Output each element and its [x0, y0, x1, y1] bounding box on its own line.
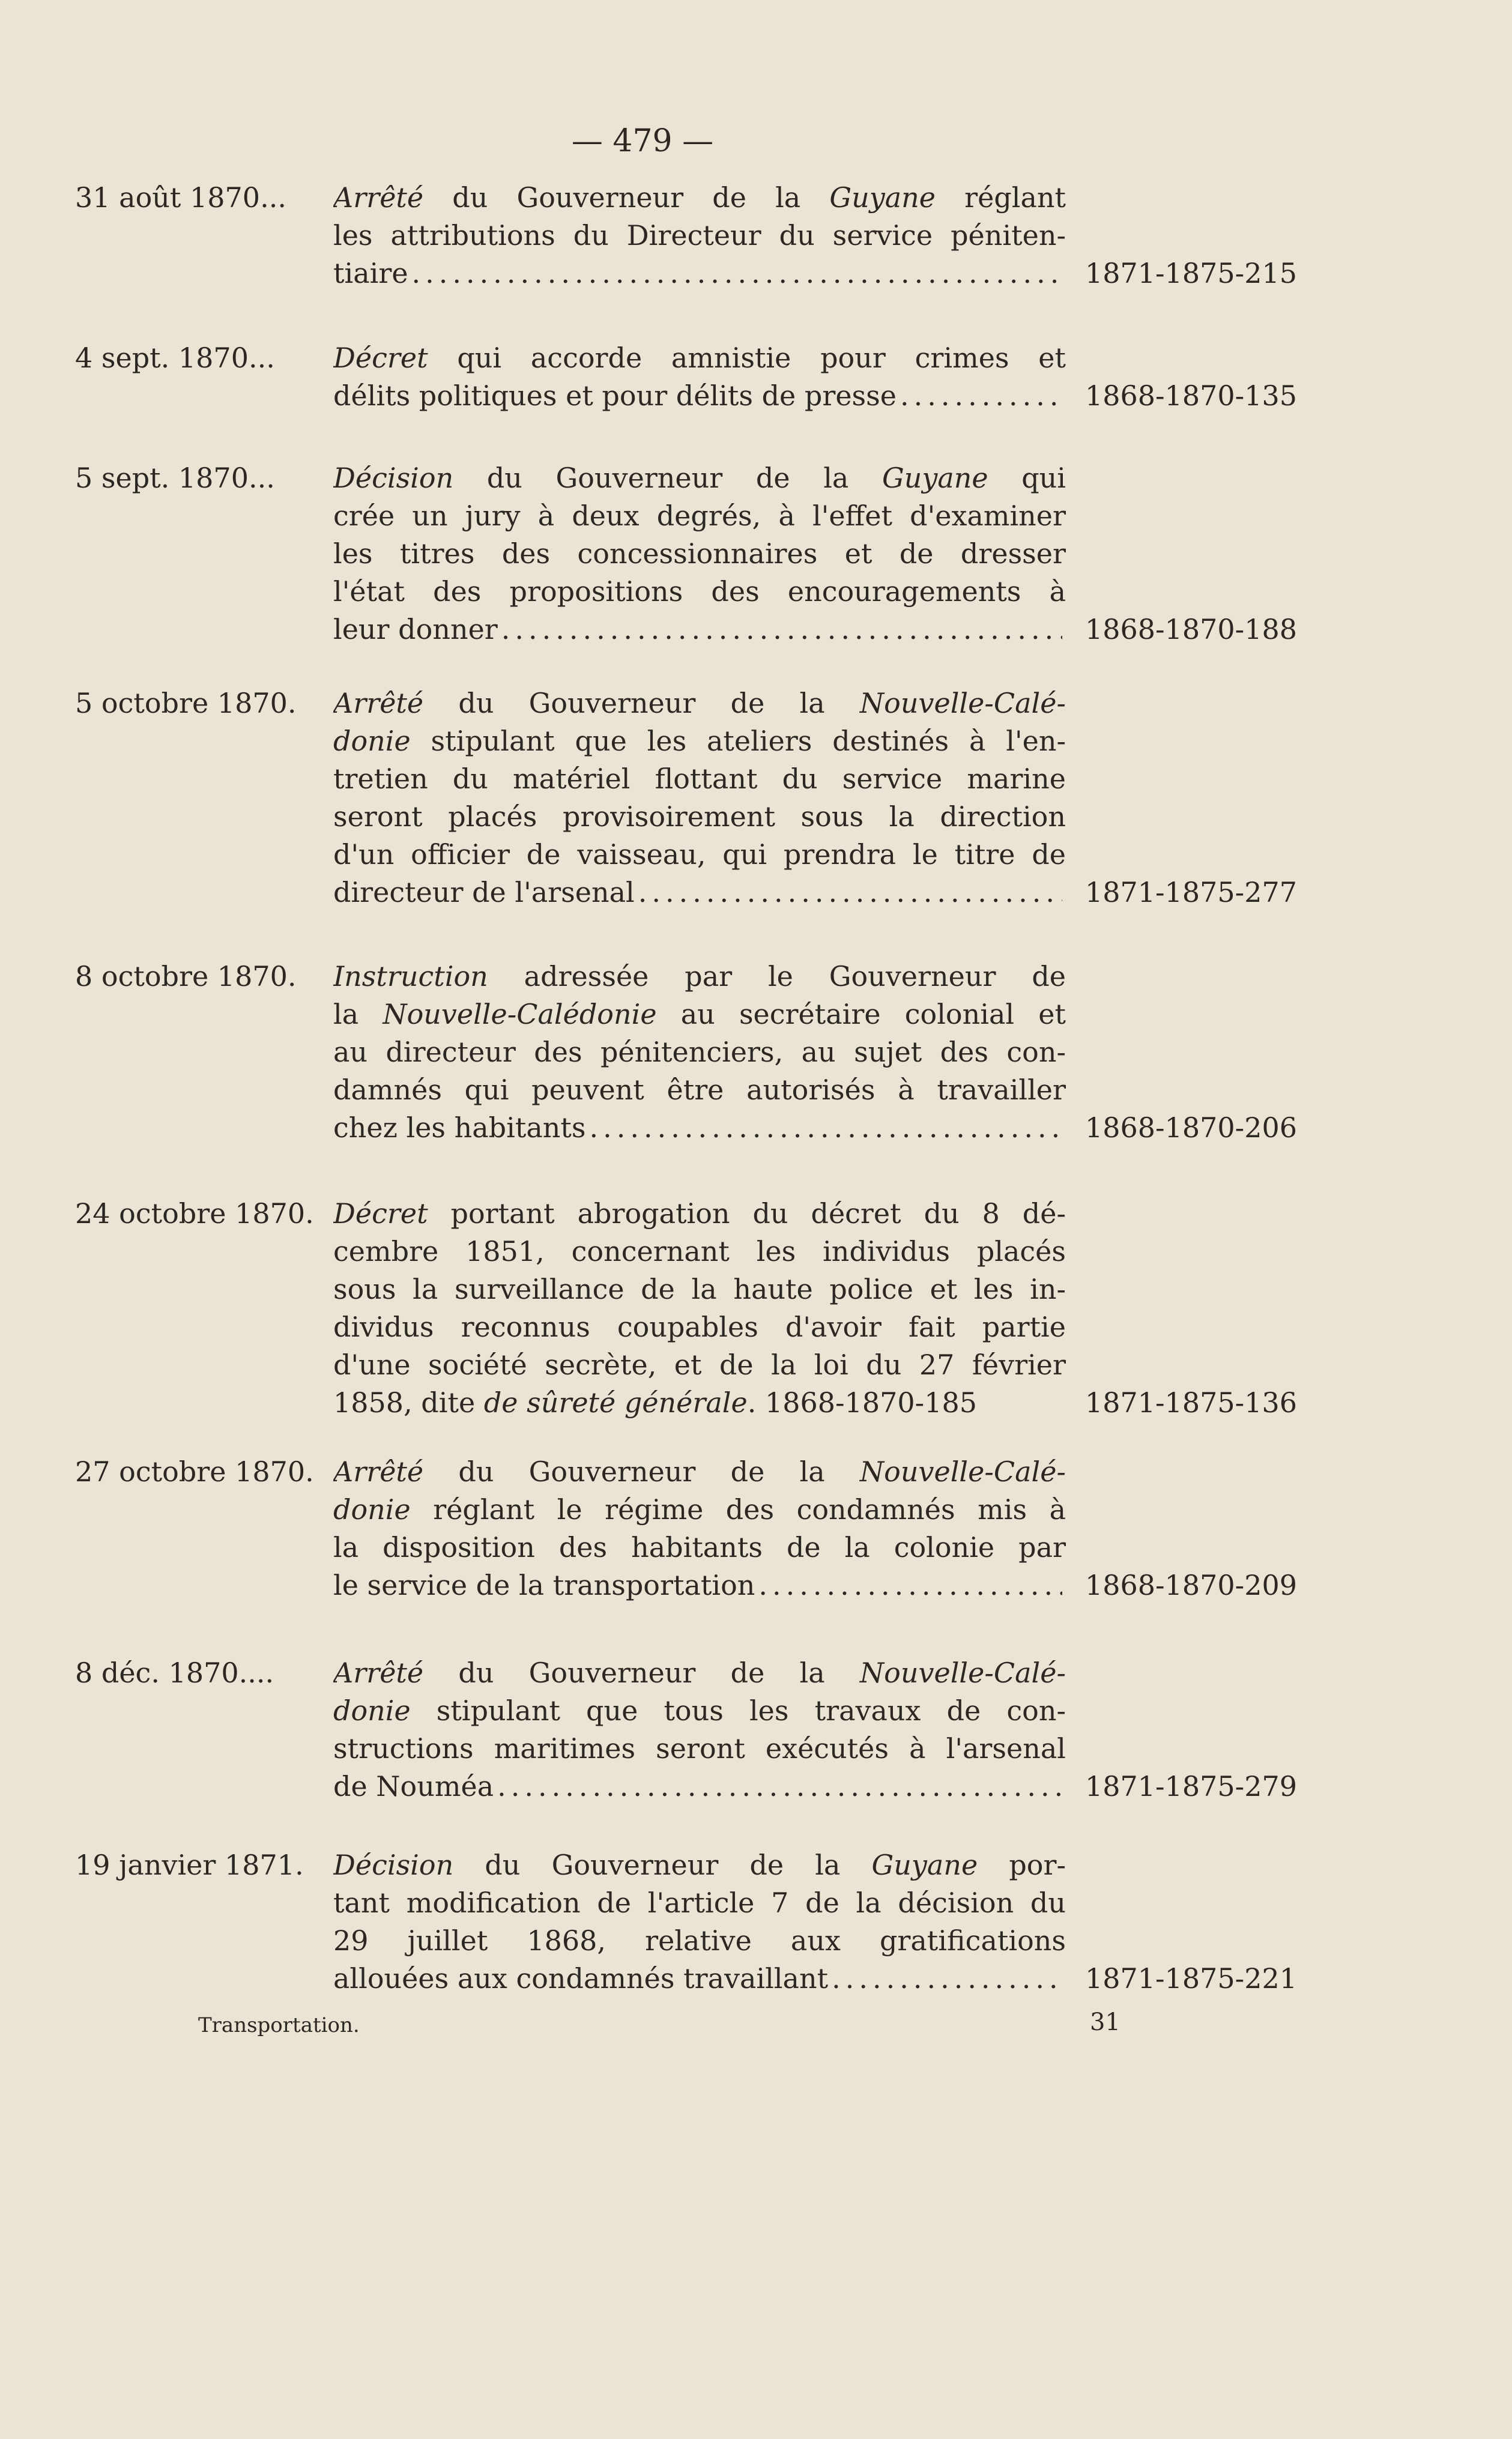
- entry-text-segment: donie: [333, 1694, 411, 1727]
- entry-text-segment: la disposition des habitants de la colonie par: [333, 1531, 1066, 1564]
- entry-text-segment: leur donner: [333, 613, 498, 645]
- entry-text-segment: damnés qui peuvent être autorisés à travailler: [333, 1074, 1066, 1106]
- entry-line: [333, 573, 1066, 611]
- entry-text-segment: les titres des concessionnaires et de dresser: [333, 537, 1066, 570]
- entry-text-segment: Décret: [333, 342, 428, 374]
- entry-text-segment: stipulant que les ateliers destinés à l'en-: [410, 725, 1066, 757]
- entry-line: [333, 996, 1066, 1033]
- entry-line: [333, 1384, 1066, 1422]
- entry-text: [333, 1453, 1066, 1604]
- entry-reference: 1868-1870-206: [1084, 1111, 1297, 1144]
- entry-line: [333, 611, 1066, 648]
- entry-text-segment: cembre 1851, concernant les individus placés: [333, 1235, 1066, 1268]
- entry-line: [333, 535, 1066, 573]
- entry-line: [333, 1195, 1066, 1233]
- entry-line: [333, 1884, 1066, 1922]
- entry-text-segment: Instruction: [333, 960, 488, 993]
- entry-line: [333, 1768, 1066, 1806]
- entry-line: [333, 1308, 1066, 1346]
- entry-line: [333, 339, 1066, 377]
- entry-line: [333, 798, 1066, 836]
- entry-text-segment: Décret: [333, 1197, 428, 1230]
- entry-text-segment: por-: [978, 1849, 1066, 1881]
- entry-text-segment: seront placés provisoirement sous la direction: [333, 800, 1066, 833]
- entry-line: [333, 217, 1066, 255]
- entry-text-segment: structions maritimes seront exécutés à l'arsenal: [333, 1732, 1066, 1765]
- entry-text-segment: qui: [988, 462, 1066, 494]
- entry-text: [333, 179, 1066, 292]
- entry-text-segment: Nouvelle-Calé-: [859, 1657, 1066, 1689]
- entry-text-segment: allouées aux condamnés travaillant: [333, 1962, 829, 1995]
- entry-line: [333, 1960, 1066, 1998]
- entry-text-segment: sous la surveillance de la haute police et les in-: [333, 1273, 1066, 1305]
- entry-line: [333, 1453, 1066, 1491]
- entry-line: [333, 1071, 1066, 1109]
- entry-text-segment: portant abrogation du décret du 8 dé-: [428, 1197, 1066, 1230]
- entry-text: [333, 685, 1066, 911]
- entry-text-segment: Nouvelle-Calédonie: [383, 998, 657, 1030]
- entry-text-segment: du Gouverneur de la: [423, 1657, 860, 1689]
- entry-line: [333, 1529, 1066, 1567]
- entry-text-segment: dividus reconnus coupables d'avoir fait partie: [333, 1311, 1066, 1343]
- entry-text-segment: du Gouverneur de la: [453, 1849, 872, 1881]
- entry-text-segment: au directeur des pénitenciers, au sujet des con-: [333, 1036, 1066, 1068]
- entry-text-segment: Arrêté: [333, 181, 424, 214]
- entry-line: [333, 255, 1066, 292]
- entry-text-segment: réglant le régime des condamnés mis à: [410, 1493, 1066, 1526]
- entry-text-segment: les attributions du Directeur du service péniten-: [333, 219, 1066, 252]
- entry-text: [333, 459, 1066, 648]
- entry-date: 8 déc. 1870....: [75, 1657, 274, 1689]
- entry-line: [333, 179, 1066, 217]
- entry-text: [333, 1654, 1066, 1806]
- entry-text-segment: l'état des propositions des encouragements à: [333, 575, 1066, 608]
- entry-line: [333, 760, 1066, 798]
- entry-line: [333, 1846, 1066, 1884]
- entry-date: 4 sept. 1870...: [75, 342, 275, 374]
- entry-line: [333, 1654, 1066, 1692]
- entry-line: [333, 1033, 1066, 1071]
- entry-text: [333, 1846, 1066, 1998]
- entry-date: 8 octobre 1870.: [75, 960, 297, 993]
- entry-reference: 1871-1875-277: [1084, 876, 1297, 908]
- dot-leader: [501, 611, 1062, 648]
- entry-text-segment: Guyane: [871, 1849, 978, 1881]
- entry-text-segment: adressée par le Gouverneur de: [488, 960, 1066, 993]
- entry-text-segment: Décision: [333, 1849, 454, 1881]
- entry-text-segment: réglant: [935, 181, 1066, 214]
- entry-text-segment: le service de la transportation: [333, 1569, 755, 1601]
- entry-line: [333, 497, 1066, 535]
- entry-text-segment: du Gouverneur de la: [423, 181, 830, 214]
- entry-text-segment: tretien du matériel flottant du service marine: [333, 763, 1066, 795]
- entry-text: [333, 958, 1066, 1147]
- entry-text-segment: donie: [333, 1493, 411, 1526]
- entry-date: 24 octobre 1870.: [75, 1197, 314, 1230]
- entry-text-segment: 29 juillet 1868, relative aux gratifications: [333, 1924, 1066, 1957]
- dot-leader: [638, 874, 1062, 911]
- dot-leader: [412, 255, 1062, 292]
- entry-text-segment: stipulant que tous les travaux de con-: [410, 1694, 1066, 1727]
- entry-text-segment: Arrêté: [333, 1657, 424, 1689]
- footer-signature: Transportation.: [198, 2013, 360, 2037]
- page-number: — 479 —: [571, 123, 714, 159]
- entry-text-segment: du Gouverneur de la: [423, 687, 860, 719]
- entry-line: [333, 1730, 1066, 1768]
- entry-reference: 1871-1875-221: [1084, 1962, 1297, 1995]
- entry-text-segment: Décision: [333, 462, 454, 494]
- entry-line: [333, 1346, 1066, 1384]
- entry-text-segment: Arrêté: [333, 1455, 424, 1488]
- entry-text-segment: . 1868-1870-185: [747, 1386, 978, 1419]
- entry-text-segment: Guyane: [829, 181, 936, 214]
- entry-date: 31 août 1870...: [75, 181, 286, 214]
- entry-text-segment: donie: [333, 725, 411, 757]
- entry-text-segment: d'un officier de vaisseau, qui prendra le titre de: [333, 838, 1066, 871]
- entry-line: [333, 836, 1066, 874]
- entry-text-segment: de Nouméa: [333, 1770, 494, 1803]
- entry-text-segment: crée un jury à deux degrés, à l'effet d'examiner: [333, 500, 1066, 532]
- entry-line: [333, 958, 1066, 996]
- entry-line: [333, 1692, 1066, 1730]
- entry-line: [333, 377, 1066, 415]
- entry-date: 5 sept. 1870...: [75, 462, 275, 494]
- entry-reference: 1868-1870-209: [1084, 1569, 1297, 1601]
- entry-line: [333, 459, 1066, 497]
- entry-line: [333, 1567, 1066, 1604]
- entry-reference: 1871-1875-279: [1084, 1770, 1297, 1803]
- entry-reference: 1871-1875-215: [1084, 257, 1297, 289]
- entry-text-segment: qui accorde amnistie pour crimes et: [428, 342, 1066, 374]
- entry-text-segment: du Gouverneur de la: [423, 1455, 860, 1488]
- entry-text: [333, 339, 1066, 415]
- entry-text-segment: d'une société secrète, et de la loi du 27 février: [333, 1349, 1066, 1381]
- entry-line: [333, 1922, 1066, 1960]
- dot-leader: [589, 1109, 1062, 1147]
- entry-line: [333, 1271, 1066, 1308]
- entry-text-segment: de sûreté générale: [483, 1386, 748, 1419]
- entry-text: [333, 1195, 1066, 1422]
- entry-line: [333, 874, 1066, 911]
- entry-text-segment: au secrétaire colonial et: [656, 998, 1066, 1030]
- entry-reference: 1868-1870-188: [1084, 613, 1297, 645]
- entry-date: 19 janvier 1871.: [75, 1849, 304, 1881]
- entry-text-segment: Guyane: [881, 462, 988, 494]
- entry-text-segment: Nouvelle-Calé-: [859, 1455, 1066, 1488]
- entry-text-segment: du Gouverneur de la: [453, 462, 882, 494]
- entry-date: 5 octobre 1870.: [75, 687, 297, 719]
- entry-text-segment: Arrêté: [333, 687, 424, 719]
- entry-text-segment: chez les habitants: [333, 1111, 586, 1144]
- entry-line: [333, 1109, 1066, 1147]
- entry-line: [333, 1233, 1066, 1271]
- entry-line: [333, 685, 1066, 722]
- entry-text-segment: la: [333, 998, 383, 1030]
- entry-text-segment: Nouvelle-Calé-: [859, 687, 1066, 719]
- entry-reference: 1871-1875-136: [1084, 1386, 1297, 1419]
- entry-line: [333, 722, 1066, 760]
- entry-text-segment: tiaire: [333, 257, 408, 289]
- entry-date: 27 octobre 1870.: [75, 1455, 314, 1488]
- entry-reference: 1868-1870-135: [1084, 379, 1297, 412]
- dot-leader: [497, 1768, 1062, 1806]
- footer-sheet-number: 31: [1090, 2008, 1120, 2036]
- entry-text-segment: directeur de l'arsenal: [333, 876, 635, 908]
- entry-text-segment: délits politiques et pour délits de presse: [333, 379, 897, 412]
- entry-text-segment: 1858, dite: [333, 1386, 484, 1419]
- entry-text-segment: tant modification de l'article 7 de la décision du: [333, 1887, 1066, 1919]
- entry-line: [333, 1491, 1066, 1529]
